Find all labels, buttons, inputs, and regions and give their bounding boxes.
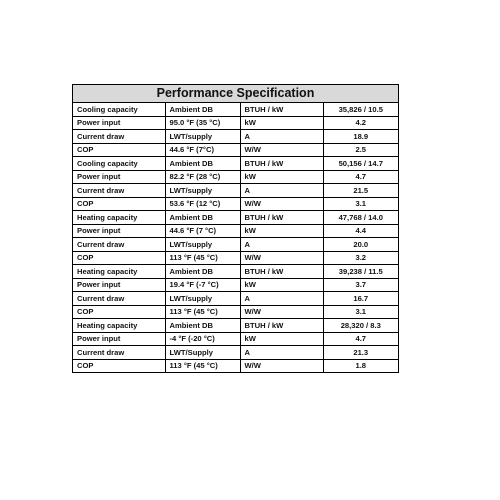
condition-cell: LWT/supply bbox=[165, 184, 240, 198]
unit-cell: kW bbox=[240, 170, 323, 184]
condition-cell: LWT/Supply bbox=[165, 346, 240, 360]
unit-cell: BTUH / kW bbox=[240, 157, 323, 171]
value-cell: 4.2 bbox=[323, 116, 398, 130]
unit-cell: A bbox=[240, 346, 323, 360]
condition-cell: LWT/supply bbox=[165, 292, 240, 306]
spec-body bbox=[73, 103, 398, 372]
table-title: Performance Specification bbox=[73, 85, 398, 103]
condition-cell: Ambient DB bbox=[165, 103, 240, 116]
condition-cell: 113 °F (45 °C) bbox=[165, 305, 240, 319]
condition-cell: Ambient DB bbox=[165, 157, 240, 171]
parameter-cell: Current draw bbox=[73, 184, 165, 198]
condition-cell: -4 °F (-20 °C) bbox=[165, 332, 240, 346]
table-row bbox=[73, 359, 398, 372]
value-cell: 21.3 bbox=[323, 346, 398, 360]
unit-cell: BTUH / kW bbox=[240, 211, 323, 225]
table-row bbox=[73, 224, 398, 238]
unit-cell: kW bbox=[240, 116, 323, 130]
table-row bbox=[73, 211, 398, 225]
value-cell: 3.2 bbox=[323, 251, 398, 265]
table-row bbox=[73, 116, 398, 130]
value-cell: 2.5 bbox=[323, 143, 398, 157]
value-cell: 1.8 bbox=[355, 361, 367, 371]
value-cell: 20.0 bbox=[323, 238, 398, 252]
spec-grid bbox=[73, 103, 398, 372]
value-cell: 47,768 / 14.0 bbox=[323, 211, 398, 225]
value-cell: 3.1 bbox=[323, 305, 398, 319]
parameter-cell: Heating capacity bbox=[73, 265, 165, 279]
table-row bbox=[73, 143, 398, 157]
parameter-cell: Power input bbox=[73, 332, 165, 346]
unit-cell: W/W bbox=[240, 359, 323, 372]
condition-cell: 44.6 °F (7°C) bbox=[165, 143, 240, 157]
unit-cell: BTUH / kW bbox=[240, 319, 323, 333]
condition-cell: LWT/supply bbox=[165, 238, 240, 252]
parameter-cell: COP bbox=[73, 143, 165, 157]
value-cell: 4.7 bbox=[323, 332, 398, 346]
unit-cell: W/W bbox=[240, 143, 323, 157]
value-cell: 50,156 / 14.7 bbox=[323, 157, 398, 171]
condition-cell: Ambient DB bbox=[165, 319, 240, 333]
table-row bbox=[73, 265, 398, 279]
unit-cell: A bbox=[240, 292, 323, 306]
unit-cell: kW bbox=[240, 278, 323, 292]
parameter-cell: COP bbox=[73, 197, 165, 211]
condition-cell: 95.0 °F (35 °C) bbox=[165, 116, 240, 130]
value-cell: 39,238 / 11.5 bbox=[323, 265, 398, 279]
value-cell: 16.7 bbox=[323, 292, 398, 306]
table-row bbox=[73, 130, 398, 144]
parameter-cell: Power input bbox=[73, 224, 165, 238]
unit-cell: A bbox=[240, 238, 323, 252]
condition-cell: 113 °F (45 °C) bbox=[165, 359, 240, 372]
parameter-cell: Power input bbox=[73, 278, 165, 292]
table-row bbox=[73, 238, 398, 252]
unit-cell: A bbox=[240, 184, 323, 198]
parameter-cell: Power input bbox=[73, 116, 165, 130]
table-row bbox=[73, 197, 398, 211]
condition-cell: LWT/supply bbox=[165, 130, 240, 144]
table-row bbox=[73, 170, 398, 184]
parameter-cell: COP bbox=[73, 305, 165, 319]
parameter-cell: Current draw bbox=[73, 346, 165, 360]
value-cell: 4.7 bbox=[323, 170, 398, 184]
value-cell: 21.5 bbox=[323, 184, 398, 198]
parameter-cell: Current draw bbox=[73, 130, 165, 144]
table-row bbox=[73, 278, 398, 292]
table-row bbox=[73, 319, 398, 333]
condition-cell: 113 °F (45 °C) bbox=[165, 251, 240, 265]
condition-cell: 44.6 °F (7 °C) bbox=[165, 224, 240, 238]
parameter-cell: Current draw bbox=[73, 292, 165, 306]
table-row bbox=[73, 251, 398, 265]
table-row bbox=[73, 103, 398, 116]
unit-cell: kW bbox=[240, 224, 323, 238]
unit-cell: W/W bbox=[240, 197, 323, 211]
value-cell: 28,320 / 8.3 bbox=[323, 319, 398, 333]
condition-cell: Ambient DB bbox=[165, 211, 240, 225]
condition-cell: 19.4 °F (-7 °C) bbox=[165, 278, 240, 292]
condition-cell: Ambient DB bbox=[165, 265, 240, 279]
condition-cell: 53.6 °F (12 °C) bbox=[165, 197, 240, 211]
value-cell: 3.7 bbox=[323, 278, 398, 292]
value-cell: 4.4 bbox=[323, 224, 398, 238]
parameter-cell: COP bbox=[73, 359, 165, 372]
parameter-cell: Heating capacity bbox=[73, 211, 165, 225]
value-cell: 35,826 / 10.5 bbox=[323, 103, 398, 116]
performance-spec-table bbox=[72, 84, 399, 373]
unit-cell: BTUH / kW bbox=[240, 103, 323, 116]
condition-cell: 82.2 °F (28 °C) bbox=[165, 170, 240, 184]
table-row bbox=[73, 332, 398, 346]
value-cell: 3.1 bbox=[323, 197, 398, 211]
parameter-cell: COP bbox=[73, 251, 165, 265]
table-row bbox=[73, 157, 398, 171]
parameter-cell: Heating capacity bbox=[73, 319, 165, 333]
parameter-cell: Cooling capacity bbox=[73, 103, 165, 116]
table-row bbox=[73, 292, 398, 306]
unit-cell: W/W bbox=[240, 251, 323, 265]
unit-cell: BTUH / kW bbox=[240, 265, 323, 279]
unit-cell: W/W bbox=[240, 305, 323, 319]
parameter-cell: Current draw bbox=[73, 238, 165, 252]
unit-cell: kW bbox=[240, 332, 323, 346]
parameter-cell: Power input bbox=[73, 170, 165, 184]
table-row bbox=[73, 346, 398, 360]
table-row bbox=[73, 305, 398, 319]
parameter-cell: Cooling capacity bbox=[73, 157, 165, 171]
table-row bbox=[73, 184, 398, 198]
unit-cell: A bbox=[240, 130, 323, 144]
value-cell: 18.9 bbox=[323, 130, 398, 144]
